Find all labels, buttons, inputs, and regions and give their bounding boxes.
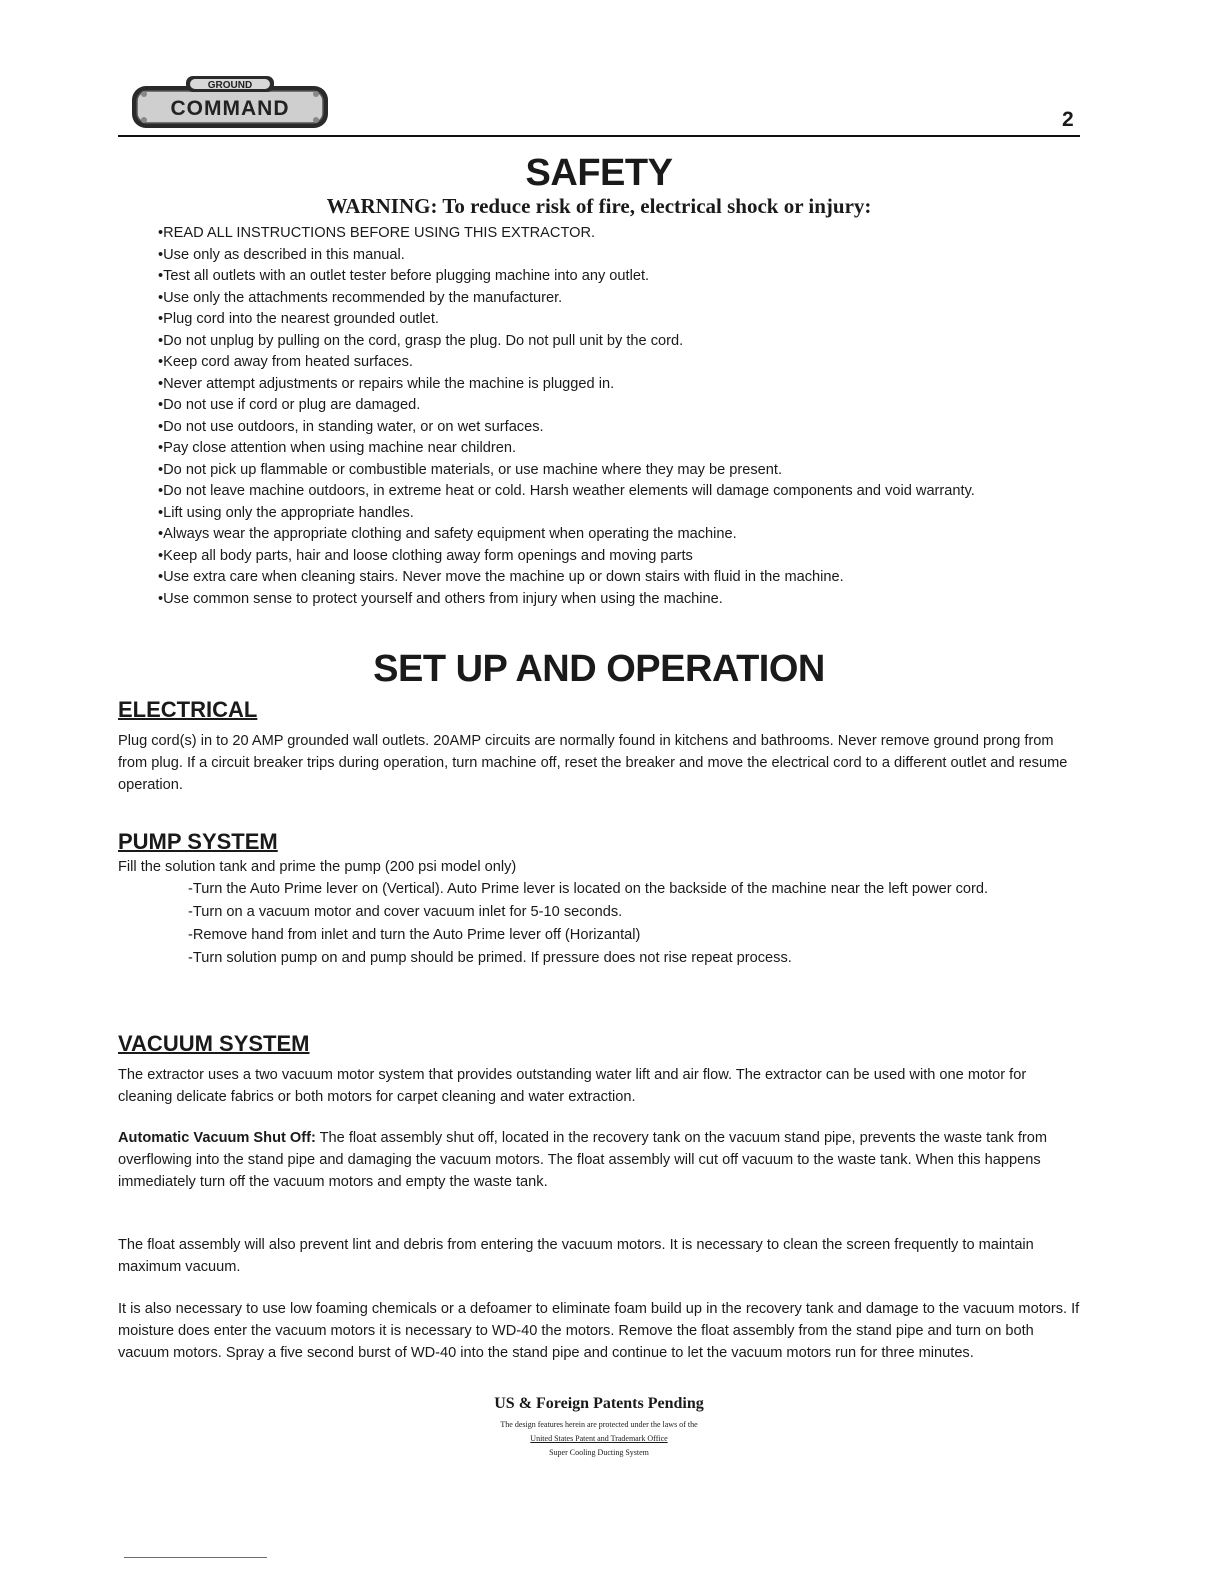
pump-intro: Fill the solution tank and prime the pump (200 psi model only) <box>118 859 517 875</box>
safety-list <box>158 223 1058 610</box>
list-item: •Plug cord into the nearest grounded outlet. <box>158 311 439 327</box>
footer-line-2: United States Patent and Trademark Office <box>530 1434 668 1443</box>
list-item: •Never attempt adjustments or repairs while the machine is plugged in. <box>158 375 615 392</box>
auto-shutoff-label: Automatic Vacuum Shut Off: <box>118 1130 316 1146</box>
list-item: -Turn solution pump on and pump should be primed. If pressure does not rise repeat process. <box>188 950 792 966</box>
safety-title: SAFETY <box>525 152 673 194</box>
list-item: •Do not use outdoors, in standing water, or on wet surfaces. <box>158 418 544 435</box>
vacuum-text-1: The extractor uses a two vacuum motor system that provides outstanding water lift and air flow. The extractor can be used with one motor for cleaning delicate fabrics or both motors for carpet cleaning and water extraction. <box>118 1067 1027 1105</box>
electrical-text: Plug cord(s) in to 20 AMP grounded wall outlets. 20AMP circuits are normally found in kitchens and bathrooms. Never remove ground prong from from plug. If a circuit breaker trips during operation, turn machine off, reset the breaker and move the electrical cord to a different outlet and resume operation. <box>118 733 1068 793</box>
bottom-link-line <box>124 1557 267 1558</box>
pump-steps <box>188 878 1083 970</box>
list-item: •Lift using only the appropriate handles. <box>158 504 414 521</box>
vacuum-text-2 <box>118 1127 1080 1193</box>
vacuum-heading: VACUUM SYSTEM <box>118 1031 310 1056</box>
list-item: •Use extra care when cleaning stairs. Never move the machine up or down stairs with fluid in the machine. <box>158 569 844 585</box>
list-item: •READ ALL INSTRUCTIONS BEFORE USING THIS EXTRACTOR. <box>158 225 596 241</box>
list-item: •Do not unplug by pulling on the cord, grasp the plug. Do not pull unit by the cord. <box>158 332 684 349</box>
list-item: •Test all outlets with an outlet tester before plugging machine into any outlet. <box>158 268 650 284</box>
setup-title: SET UP AND OPERATION <box>373 648 825 690</box>
logo-main-text: COMMAND <box>170 97 290 120</box>
footer-line-1: The design features herein are protected under the laws of the <box>500 1420 698 1429</box>
ground-command-logo <box>130 74 330 130</box>
list-item: •Keep all body parts, hair and loose clothing away form openings and moving parts <box>158 547 693 564</box>
logo-top-text: GROUND <box>207 80 253 91</box>
list-item: •Use only the attachments recommended by the manufacturer. <box>158 289 563 306</box>
list-item: •Use common sense to protect yourself and others from injury when using the machine. <box>158 590 723 607</box>
list-item: -Remove hand from inlet and turn the Auto Prime lever off (Horizantal) <box>188 927 641 943</box>
vacuum-text-3: The float assembly will also prevent lint and debris from entering the vacuum motors. It is necessary to clean the screen frequently to maintain maximum vacuum. <box>118 1237 1034 1275</box>
vacuum-text-4: It is also necessary to use low foaming chemicals or a defoamer to eliminate foam build up in the recovery tank and damage to the vacuum motors. If moisture does enter the vacuum motors it is necessary to WD-40 the motors. Remove the float assembly from the stand pipe and turn on both vacuum motors. Spray a five second burst of WD-40 into the stand pipe and continue to let the vacuum motors run for three minutes. <box>118 1301 1080 1361</box>
list-item: •Always wear the appropriate clothing and safety equipment when operating the machine. <box>158 526 737 542</box>
footer-line-3: Super Cooling Ducting System <box>549 1448 649 1457</box>
list-item: •Do not pick up flammable or combustible materials, or use machine where they may be present. <box>158 461 783 478</box>
list-item: -Turn on a vacuum motor and cover vacuum inlet for 5-10 seconds. <box>188 904 623 920</box>
electrical-heading: ELECTRICAL <box>118 697 258 722</box>
list-item: -Turn the Auto Prime lever on (Vertical). Auto Prime lever is located on the backside of the machine near the left power cord. <box>188 881 989 897</box>
safety-warning: WARNING: To reduce risk of fire, electrical shock or injury: <box>326 194 872 218</box>
patents-text: US & Foreign Patents Pending <box>494 1395 704 1412</box>
list-item: •Keep cord away from heated surfaces. <box>158 354 413 370</box>
header-rule <box>118 135 1080 137</box>
list-item: •Pay close attention when using machine near children. <box>158 440 517 456</box>
pump-heading: PUMP SYSTEM <box>118 829 278 854</box>
auto-shutoff-text: The float assembly shut off, located in the recovery tank on the vacuum stand pipe, prevents the waste tank from overflowing into the stand pipe and damaging the vacuum motors. The float assembly will cut off vacuum to the waste tank. When this happens immediately turn off the vacuum motors and empty the waste tank. <box>118 1130 1048 1190</box>
list-item: •Do not use if cord or plug are damaged. <box>158 397 421 413</box>
list-item: •Do not leave machine outdoors, in extreme heat or cold. Harsh weather elements will damage components and void warranty. <box>158 483 975 499</box>
list-item: •Use only as described in this manual. <box>158 246 405 263</box>
page-number: 2 <box>1062 108 1074 131</box>
